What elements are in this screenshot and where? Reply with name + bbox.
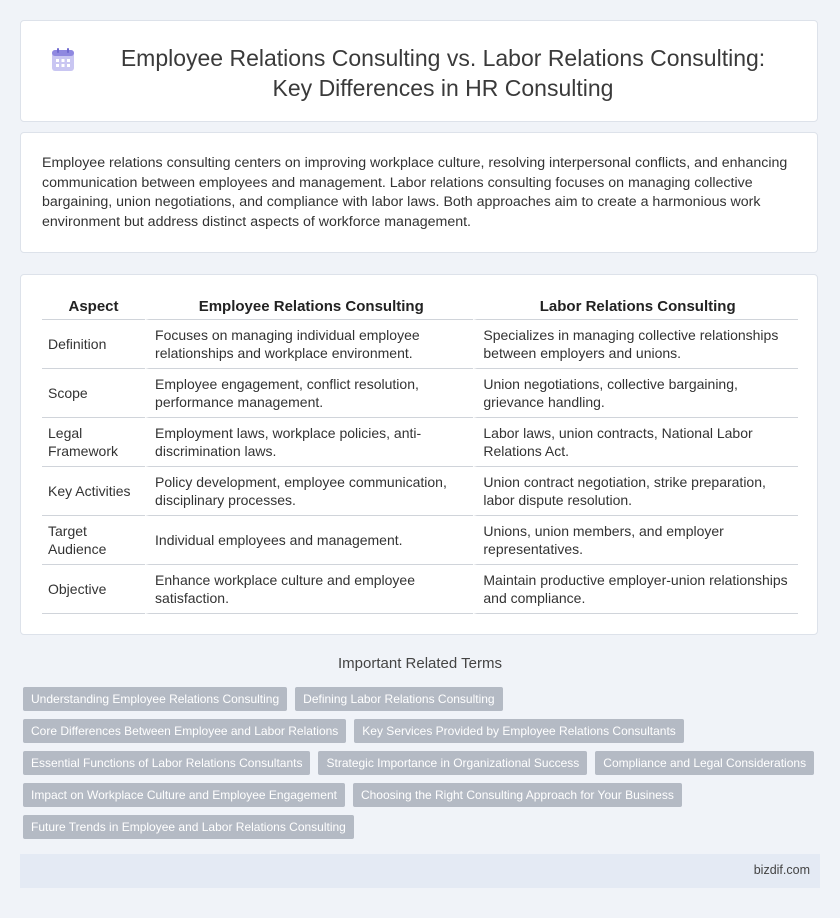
row-employee-relations: Policy development, employee communication, disciplinary processes. bbox=[145, 467, 473, 516]
row-aspect: Objective bbox=[42, 565, 145, 614]
row-employee-relations: Enhance workplace culture and employee satisfaction. bbox=[145, 565, 473, 614]
row-employee-relations: Employment laws, workplace policies, anti-discrimination laws. bbox=[145, 418, 473, 467]
page-title: Employee Relations Consulting vs. Labor Relations Consulting: Key Differences in HR Consulting bbox=[120, 45, 766, 101]
intro-paragraph: Employee relations consulting centers on improving workplace culture, resolving interpersonal conflicts, and enhancing communication between employees and management. Labor relations consulting focuses on managing collective bargaining, union negotiations, and compliance with labor laws. Both approaches aim to create a harmonious work environment but address distinct aspects of workforce management. bbox=[42, 155, 788, 230]
row-aspect: Definition bbox=[42, 320, 145, 369]
header-labor-relations: Labor Relations Consulting bbox=[473, 295, 798, 320]
intro-card bbox=[20, 132, 818, 253]
table-row bbox=[42, 418, 798, 467]
comparison-card bbox=[20, 274, 818, 635]
footer-site-link[interactable]: bizdif.com bbox=[753, 863, 810, 877]
table-row bbox=[42, 516, 798, 565]
related-terms-list bbox=[23, 687, 823, 839]
row-labor-relations: Specializes in managing collective relationships between employers and unions. bbox=[473, 320, 798, 369]
row-labor-relations: Union negotiations, collective bargaining, grievance handling. bbox=[473, 369, 798, 418]
table-row bbox=[42, 320, 798, 369]
related-term-tag[interactable]: Defining Labor Relations Consulting bbox=[295, 687, 502, 711]
related-term-tag[interactable]: Core Differences Between Employee and Labor Relations bbox=[23, 719, 346, 743]
related-term-tag[interactable]: Future Trends in Employee and Labor Relations Consulting bbox=[23, 815, 354, 839]
row-aspect: Scope bbox=[42, 369, 145, 418]
row-employee-relations: Focuses on managing individual employee relationships and workplace environment. bbox=[145, 320, 473, 369]
row-aspect: Key Activities bbox=[42, 467, 145, 516]
row-aspect: Legal Framework bbox=[42, 418, 145, 467]
table-row bbox=[42, 467, 798, 516]
row-labor-relations: Maintain productive employer-union relationships and compliance. bbox=[473, 565, 798, 614]
related-term-tag[interactable]: Compliance and Legal Considerations bbox=[595, 751, 814, 775]
related-term-tag[interactable]: Key Services Provided by Employee Relations Consultants bbox=[354, 719, 684, 743]
related-term-tag[interactable]: Choosing the Right Consulting Approach for Your Business bbox=[353, 783, 682, 807]
related-term-tag[interactable]: Impact on Workplace Culture and Employee Engagement bbox=[23, 783, 345, 807]
header-aspect: Aspect bbox=[42, 295, 145, 320]
calendar-icon bbox=[50, 47, 76, 73]
row-labor-relations: Labor laws, union contracts, National Labor Relations Act. bbox=[473, 418, 798, 467]
table-row bbox=[42, 369, 798, 418]
header-employee-relations: Employee Relations Consulting bbox=[145, 295, 473, 320]
table-row bbox=[42, 565, 798, 614]
row-aspect: Target Audience bbox=[42, 516, 145, 565]
row-employee-relations: Employee engagement, conflict resolution, performance management. bbox=[145, 369, 473, 418]
comparison-table bbox=[42, 295, 798, 614]
header-card bbox=[20, 20, 818, 122]
related-terms-title: Important Related Terms bbox=[338, 655, 502, 672]
related-term-tag[interactable]: Understanding Employee Relations Consulting bbox=[23, 687, 287, 711]
related-term-tag[interactable]: Essential Functions of Labor Relations Consultants bbox=[23, 751, 310, 775]
related-term-tag[interactable]: Strategic Importance in Organizational Success bbox=[318, 751, 587, 775]
row-labor-relations: Union contract negotiation, strike preparation, labor dispute resolution. bbox=[473, 467, 798, 516]
row-labor-relations: Unions, union members, and employer representatives. bbox=[473, 516, 798, 565]
row-employee-relations: Individual employees and management. bbox=[145, 516, 473, 565]
table-header-row bbox=[42, 295, 798, 320]
footer-bar bbox=[20, 854, 820, 888]
